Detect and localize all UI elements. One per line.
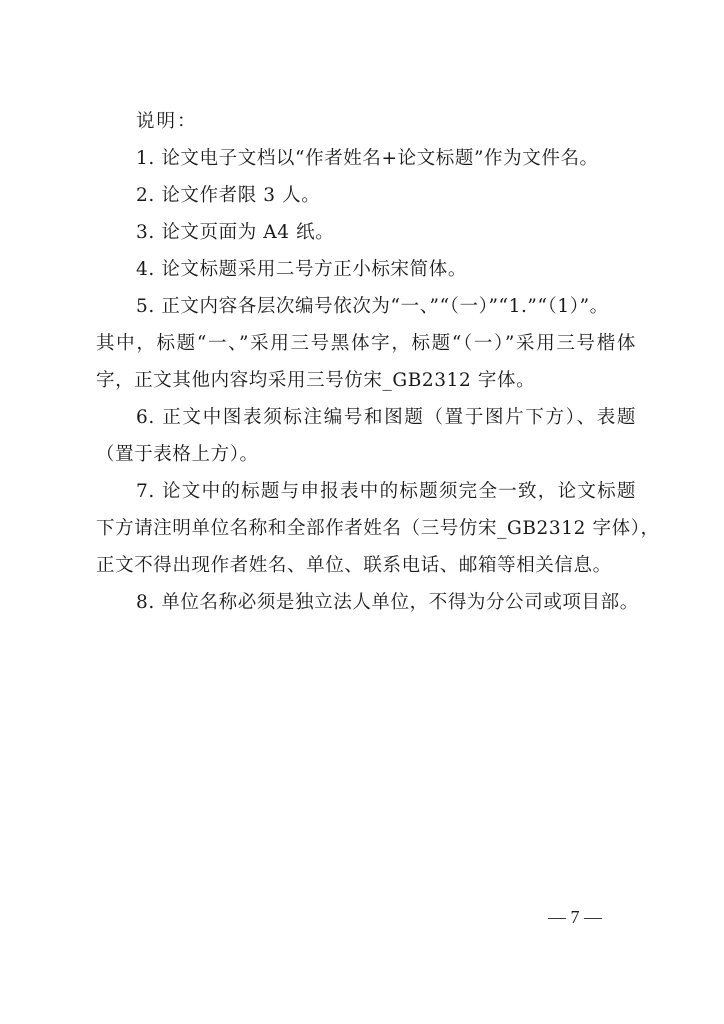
list-item-line: 3. 论文页面为 A4 纸。 xyxy=(136,222,335,243)
list-item-line: 6. 正文中图表须标注编号和图题（置于图片下方）、表题 xyxy=(136,407,636,428)
section-heading: 说明： xyxy=(136,111,198,132)
list-item-4 xyxy=(96,251,636,288)
list-item-line: 正文不得出现作者姓名、单位、联系电话、邮箱等相关信息。 xyxy=(96,555,612,576)
list-item-line: 5. 正文内容各层次编号依次为“一、”“（一）”“1.”“（1）”。 xyxy=(136,296,609,317)
list-item-line: 8. 单位名称必须是独立法人单位，不得为分公司或项目部。 xyxy=(136,592,639,613)
list-item-5 xyxy=(96,288,636,399)
list-item-line: 其中，标题“一、”采用三号黑体字，标题“（一）”采用三号楷体 xyxy=(96,333,636,354)
list-item-line: 下方请注明单位名称和全部作者姓名（三号仿宋_GB2312 字体）， xyxy=(96,518,660,539)
page-number: — 7 — xyxy=(548,907,602,927)
list-item-line: 7. 论文中的标题与申报表中的标题须完全一致，论文标题 xyxy=(136,481,636,502)
list-item-2 xyxy=(96,177,636,214)
list-item-line: 4. 论文标题采用二号方正小标宋简体。 xyxy=(136,259,467,280)
instructions-section xyxy=(96,103,660,621)
list-item-1 xyxy=(96,140,636,177)
list-item-6 xyxy=(96,399,636,473)
list-item-3 xyxy=(96,214,636,251)
list-item-8 xyxy=(96,584,639,621)
list-item-7 xyxy=(96,473,660,584)
list-item-line: 2. 论文作者限 3 人。 xyxy=(136,185,321,206)
list-item-line: 字，正文其他内容均采用三号仿宋_GB2312 字体。 xyxy=(96,370,536,391)
list-item-line: 1. 论文电子文档以“作者姓名+论文标题”作为文件名。 xyxy=(136,148,599,169)
list-item-line: （置于表格上方）。 xyxy=(96,444,259,465)
